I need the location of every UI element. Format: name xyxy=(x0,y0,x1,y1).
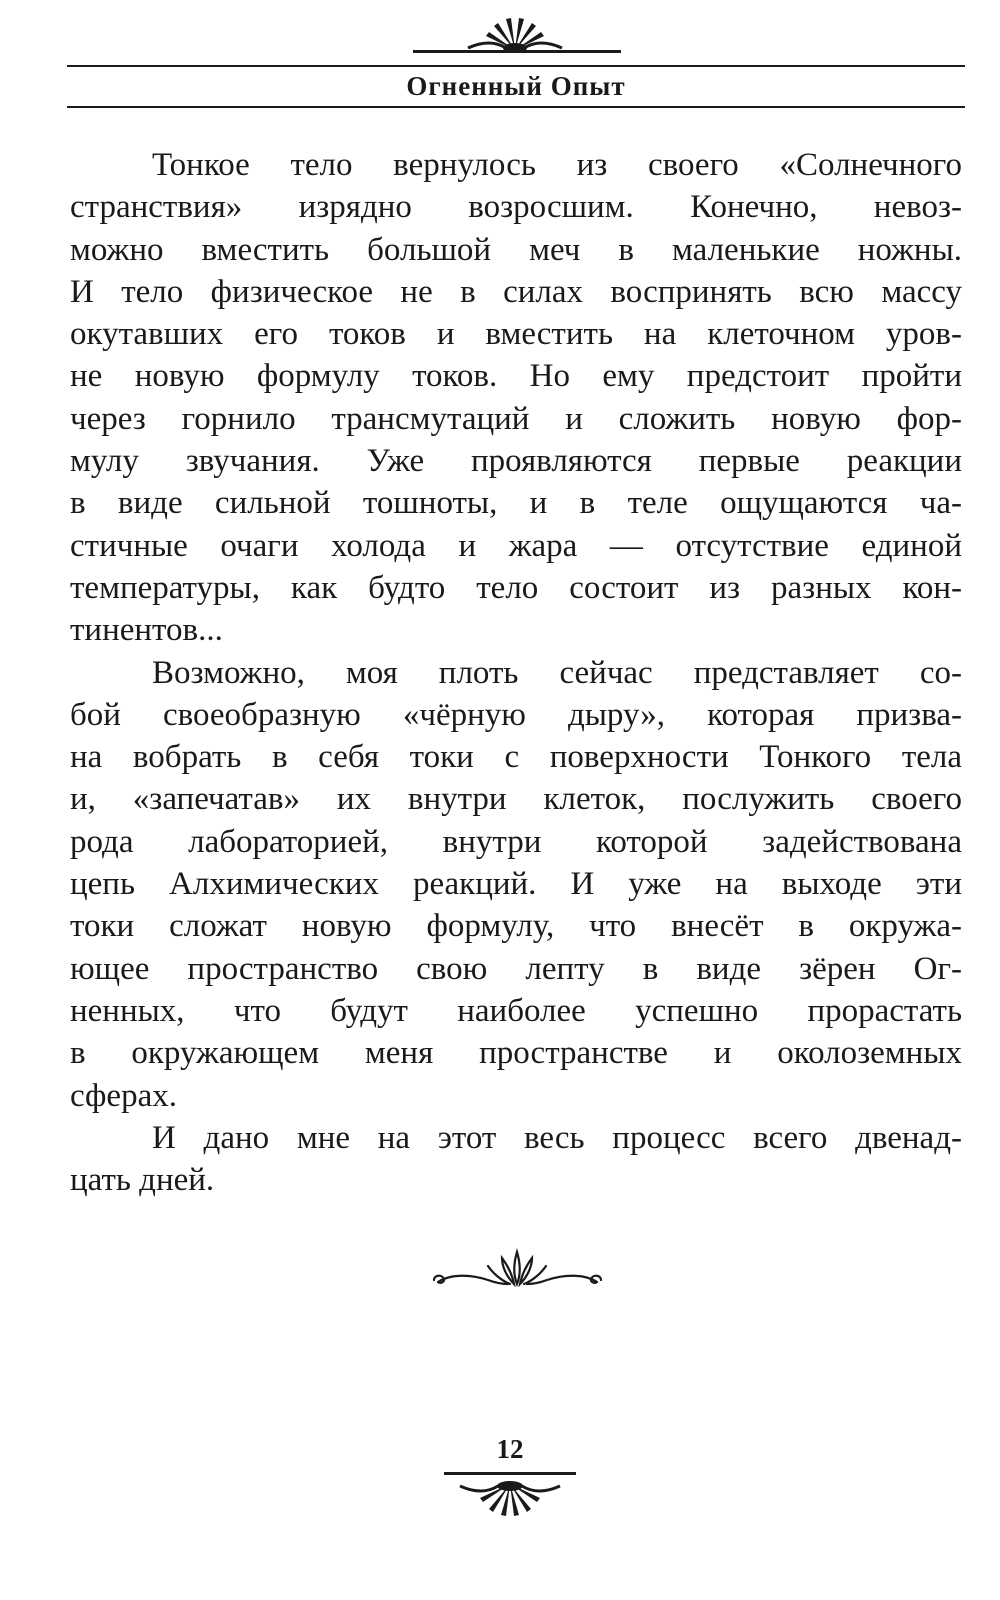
running-head-title: Огненный Опыт xyxy=(406,71,626,101)
text-line: сферах. xyxy=(70,1077,177,1114)
text-line: странствия» изрядно возросшим. Конечно, невоз- xyxy=(70,189,962,226)
section-end-flourish-icon xyxy=(430,1244,605,1292)
bottom-fleuron-ornament-icon xyxy=(456,1480,564,1520)
text-line: цать дней. xyxy=(70,1162,215,1199)
header-top-rule xyxy=(67,65,965,67)
page-number: 12 xyxy=(496,1434,524,1464)
text-line: можно вместить большой меч в маленькие ножны. xyxy=(70,231,962,268)
text-line: на вобрать в себя токи с поверхности Тонкого тела xyxy=(70,739,962,776)
text-line: цепь Алхимических реакций. И уже на выходе эти xyxy=(70,866,962,903)
text-line: через горнило трансмутаций и сложить новую фор- xyxy=(70,400,962,437)
text-line: в окружающем меня пространстве и околоземных xyxy=(70,1035,962,1072)
paragraph-3 xyxy=(70,1117,962,1202)
text-line: Тонкое тело вернулось из своего «Солнечного xyxy=(152,147,962,183)
text-line: и, «запечатав» их внутри клеток, послужить своего xyxy=(70,781,962,818)
paragraph-1 xyxy=(70,144,962,652)
paragraph-2 xyxy=(70,652,962,1117)
text-line: ющее пространство свою лепту в виде зёрен Ог- xyxy=(70,950,962,987)
text-line: температуры, как будто тело состоит из разных кон- xyxy=(70,569,962,606)
text-line: ненных, что будут наиболее успешно прорастать xyxy=(70,992,962,1029)
text-line: не новую формулу токов. Но ему предстоит пройти xyxy=(70,358,962,395)
header-short-rule xyxy=(413,50,621,53)
text-line: И тело физическое не в силах воспринять всю массу xyxy=(70,273,962,310)
text-line: стичные очаги холода и жара — отсутствие единой xyxy=(70,527,962,564)
text-line: И дано мне на этот весь процесс всего двенад- xyxy=(152,1119,962,1156)
text-line: Возможно, моя плоть сейчас представляет со- xyxy=(152,654,962,691)
header-bottom-rule xyxy=(67,106,965,108)
text-line: окутавших его токов и вместить на клеточном уров- xyxy=(70,316,962,353)
text-line: мулу звучания. Уже проявляются первые реакции xyxy=(70,443,962,480)
body-text xyxy=(70,144,962,1201)
text-line: в виде сильной тошноты, и в теле ощущаются ча- xyxy=(70,485,962,522)
text-line: токи сложат новую формулу, что внесёт в окружа- xyxy=(70,908,962,945)
top-fleuron-ornament-icon xyxy=(466,14,564,54)
text-line: тинентов... xyxy=(70,612,223,649)
footer-rule xyxy=(444,1472,576,1475)
text-line: рода лабораторией, внутри которой задействована xyxy=(70,823,962,860)
text-line: бой своеобразную «чёрную дыру», которая призва- xyxy=(70,696,962,733)
